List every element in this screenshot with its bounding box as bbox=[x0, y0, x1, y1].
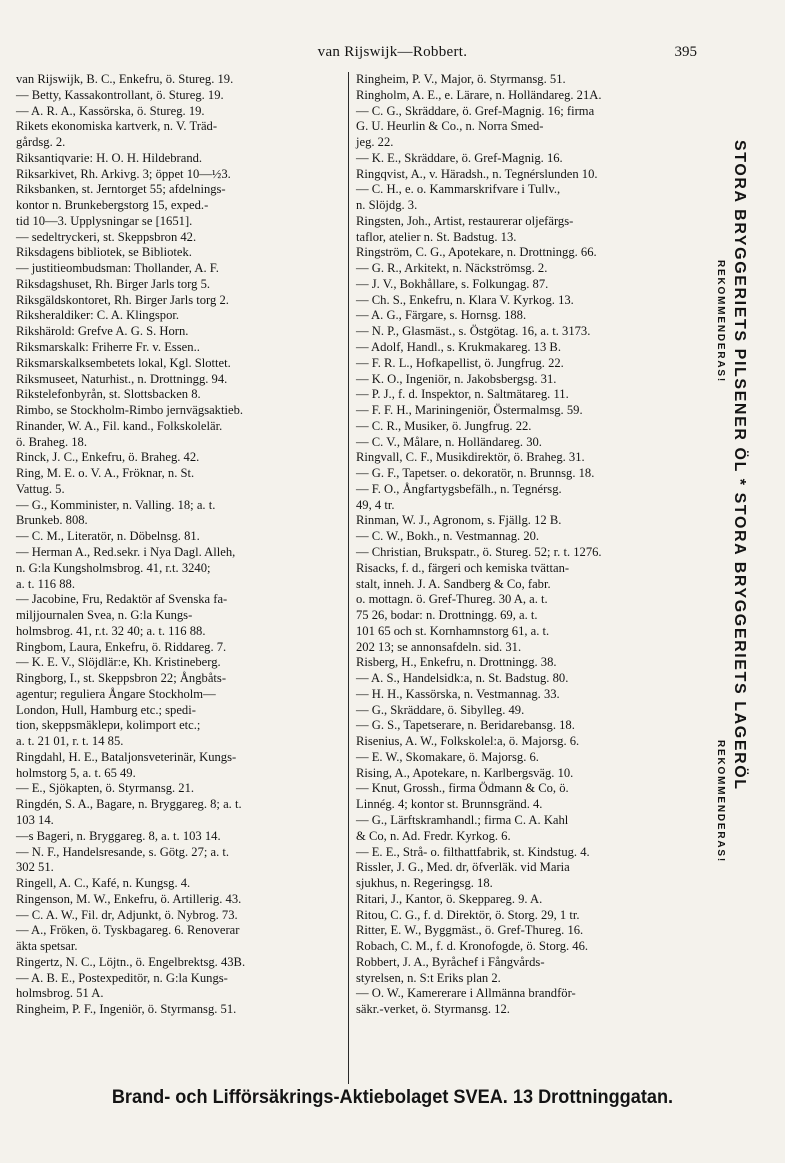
directory-entry-line: kontor n. Brunkebergstorg 15, exped.- bbox=[16, 198, 209, 213]
directory-entry-line: Ringsten, Joh., Artist, restaurerar oljefärgs- bbox=[356, 213, 574, 228]
directory-entry-line: Rinck, J. C., Enkefru, ö. Braheg. 42. bbox=[16, 450, 200, 465]
directory-entry-line: Rikshärold: Grefve A. G. S. Horn. bbox=[16, 324, 189, 339]
directory-entry-line: — K. E. V., Slöjdlär:e, Kh. Kristineberg. bbox=[16, 655, 221, 670]
directory-entry-line: — E., Sjökapten, ö. Styrmansg. 21. bbox=[16, 781, 195, 796]
directory-entry-line: Riksarkivet, Rh. Arkivg. 3; öppet 10—½3. bbox=[16, 166, 231, 181]
directory-entry-line: — G. R., Arkitekt, n. Näckströmsg. 2. bbox=[356, 261, 548, 276]
directory-entry-line: G. U. Heurlin & Co., n. Norra Smed- bbox=[356, 119, 544, 134]
directory-entry-line: Robbert, J. A., Byråchef i Fångvårds- bbox=[356, 954, 545, 969]
directory-entry-line: — sedeltryckeri, st. Skeppsbron 42. bbox=[16, 229, 197, 244]
directory-entry-line: 49, 4 tr. bbox=[356, 497, 395, 512]
directory-entry-line: — justitieombudsman: Thollander, A. F. bbox=[16, 261, 219, 276]
directory-entry-line: Robach, C. M., f. d. Kronofogde, ö. Storg. 46. bbox=[356, 939, 589, 954]
directory-entry-line: — G. F., Tapetser. o. dekoratör, n. Brunnsg. 18. bbox=[356, 466, 595, 481]
directory-entry-line: a. t. 116 88. bbox=[16, 576, 75, 591]
directory-entry-line: säkr.-verket, ö. Styrmansg. 12. bbox=[356, 1002, 510, 1017]
directory-entry-line: Rikets ekonomiska kartverk, n. V. Träd- bbox=[16, 119, 218, 134]
directory-entry-line: Vattug. 5. bbox=[16, 481, 65, 496]
directory-entry-line: — F. F. H., Mariningeniör, Östermalmsg. 59. bbox=[356, 403, 583, 418]
directory-entry-line: sjukhus, n. Regeringsg. 18. bbox=[356, 876, 493, 891]
directory-entry-line: Rinander, W. A., Fil. kand., Folkskolelär. bbox=[16, 418, 223, 433]
directory-entry-line: Brunkeb. 808. bbox=[16, 513, 88, 528]
directory-entry-line: Rimbo, se Stockholm-Rimbo jernvägsaktieb. bbox=[16, 403, 244, 418]
directory-entry-line: 103 14. bbox=[16, 812, 54, 827]
directory-entry-line: Ringdén, S. A., Bagare, n. Bryggareg. 8; a. t. bbox=[16, 797, 242, 812]
directory-entry-line: — A. S., Handelsidk:a, n. St. Badstug. 80. bbox=[356, 671, 569, 686]
directory-entry-line: — G., Komminister, n. Valling. 18; a. t. bbox=[16, 497, 216, 512]
directory-entry-line: Ringvall, C. F., Musikdirektör, ö. Braheg. 31. bbox=[356, 450, 585, 465]
directory-entry-line: ö. Braheg. 18. bbox=[16, 434, 87, 449]
directory-entry-line: Ring, M. E. o. V. A., Fröknar, n. St. bbox=[16, 466, 195, 481]
directory-entry-line: holmsbrog. 41, r.t. 32 40; a. t. 116 88. bbox=[16, 623, 206, 638]
directory-entry-line: — O. W., Kamererare i Allmänna brandför- bbox=[356, 986, 576, 1001]
directory-entry-line: Ringheim, P. V., Major, ö. Styrmansg. 51. bbox=[356, 72, 566, 86]
directory-entry-line: Rissler, J. G., Med. dr, öfverläk. vid Maria bbox=[356, 860, 570, 875]
directory-entry-line: Ringdahl, H. E., Bataljonsveterinär, Kungs- bbox=[16, 749, 237, 764]
directory-entry-line: Ritari, J., Kantor, ö. Skeppareg. 9. A. bbox=[356, 891, 543, 906]
directory-entry-line: Riksdagens bibliotek, se Bibliotek. bbox=[16, 245, 192, 260]
directory-entry-line: styrelsen, n. S:t Eriks plan 2. bbox=[356, 970, 501, 985]
directory-entry-line: Linnég. 4; kontor st. Brunnsgränd. 4. bbox=[356, 797, 543, 812]
directory-entry-line: — G. S., Tapetserare, n. Beridarebansg. 18. bbox=[356, 718, 575, 733]
directory-entry-line: — Betty, Kassakontrollant, ö. Stureg. 19. bbox=[16, 87, 224, 102]
directory-entry-line: & Co, n. Ad. Fredr. Kyrkog. 6. bbox=[356, 828, 511, 843]
directory-entry-line: Riksantiqvarie: H. O. H. Hildebrand. bbox=[16, 150, 203, 165]
directory-entry-line: Ringholm, A. E., e. Lärare, n. Holländareg. 21A. bbox=[356, 87, 602, 102]
directory-entry-line: taflor, atelier n. St. Badstug. 13. bbox=[356, 229, 517, 244]
directory-entry-line: Riksbanken, st. Jerntorget 55; afdelnings- bbox=[16, 182, 226, 197]
directory-entry-line: — A. G., Färgare, s. Hornsg. 188. bbox=[356, 308, 527, 323]
directory-entry-line: tid 10—3. Upplysningar se [1651]. bbox=[16, 213, 193, 228]
directory-entry-line: — C. R., Musiker, ö. Jungfrug. 22. bbox=[356, 418, 532, 433]
right-column bbox=[356, 72, 696, 1018]
directory-entry-line: Riksgäldskontoret, Rh. Birger Jarls torg 2. bbox=[16, 292, 229, 307]
advertisement-main-text: STORA BRYGGERIETS PILSENER ÖL * STORA BRYGGERIETS LAGERÖL bbox=[731, 140, 748, 791]
directory-entry-line: 302 51. bbox=[16, 860, 54, 875]
directory-entry-line: — F. O., Ångfartygsbefälh., n. Tegnérsg. bbox=[356, 481, 562, 496]
directory-entry-line: gårdsg. 2. bbox=[16, 135, 66, 150]
directory-entry-line: Ringell, A. C., Kafé, n. Kungsg. 4. bbox=[16, 876, 191, 891]
directory-entry-line: holmstorg 5, a. t. 65 49. bbox=[16, 765, 136, 780]
directory-entry-line: — Christian, Brukspatr., ö. Stureg. 52; r. t. 1276. bbox=[356, 544, 602, 559]
directory-entry-line: Risberg, H., Enkefru, n. Drottningg. 38. bbox=[356, 655, 557, 670]
directory-entry-line: tion, skeppsmäklери, kolimport etc.; bbox=[16, 718, 201, 733]
directory-entry-line: Riksdagshuset, Rh. Birger Jarls torg 5. bbox=[16, 276, 211, 291]
directory-entry-line: Riksmuseet, Naturhist., n. Drottningg. 94. bbox=[16, 371, 228, 386]
directory-entry-line: — G., Skräddare, ö. Sibylleg. 49. bbox=[356, 702, 525, 717]
directory-entry-line: — Knut, Grossh., firma Ödmann & Co, ö. bbox=[356, 781, 569, 796]
directory-entry-line: a. t. 21 01, r. t. 14 85. bbox=[16, 734, 124, 749]
directory-entry-line: Ringenson, M. W., Enkefru, ö. Artillerig. 43. bbox=[16, 891, 242, 906]
directory-entry-line: n. G:la Kungsholmsbrog. 41, r.t. 3240; bbox=[16, 560, 211, 575]
directory-entry-line: — A., Fröken, ö. Tyskbagareg. 6. Renoverar bbox=[16, 923, 240, 938]
page-number: 395 bbox=[674, 44, 697, 60]
directory-entry-line: Ritter, E. W., Byggmäst., ö. Gref-Thureg. 16. bbox=[356, 923, 584, 938]
footer-banner: Brand- och Lifförsäkrings-Aktiebolaget SVEA. 13 Drottninggatan. bbox=[111, 1086, 674, 1108]
directory-entry-line: — A. R. A., Kassörska, ö. Stureg. 19. bbox=[16, 103, 205, 118]
directory-entry-line: — C. H., e. o. Kammarskrifvare i Tullv., bbox=[356, 182, 561, 197]
left-column bbox=[16, 72, 344, 1018]
directory-entry-line: — C. G., Skräddare, ö. Gref-Magnig. 16; firma bbox=[356, 103, 595, 118]
directory-entry-line: — K. O., Ingeniör, n. Jakobsbergsg. 31. bbox=[356, 371, 557, 386]
directory-entry-line: — N. P., Glasmäst., s. Östgötag. 16, a. t. 3173. bbox=[356, 324, 591, 339]
page-header bbox=[0, 44, 785, 66]
directory-entry-line: Rinman, W. J., Agronom, s. Fjällg. 12 B. bbox=[356, 513, 562, 528]
directory-entry-line: Rikstelefonbyrån, st. Slottsbacken 8. bbox=[16, 387, 201, 402]
directory-entry-line: Ringborg, I., st. Skeppsbron 22; Ångbåts- bbox=[16, 671, 227, 686]
side-advertisement bbox=[696, 140, 784, 1080]
directory-entry-line: van Rijswijk, B. C., Enkefru, ö. Stureg. 19. bbox=[16, 72, 234, 86]
directory-entry-line: Riksmarskalksembetets lokal, Kgl. Slottet. bbox=[16, 355, 231, 370]
directory-entry-line: — H. H., Kassörska, n. Vestmannag. 33. bbox=[356, 686, 560, 701]
directory-entry-line: — C. W., Bokh., n. Vestmannag. 20. bbox=[356, 529, 540, 544]
directory-entry-line: — Adolf, Handl., s. Krukmakareg. 13 B. bbox=[356, 340, 561, 355]
directory-entry-line: Ringertz, N. C., Löjtn., ö. Engelbrektsg. 43B. bbox=[16, 954, 246, 969]
directory-entry-line: Riksheraldiker: C. A. Klingspor. bbox=[16, 308, 180, 323]
directory-entry-line: Rising, A., Apotekare, n. Karlbergsväg. 10. bbox=[356, 765, 574, 780]
directory-entry-line: London, Hull, Hamburg etc.; spedi- bbox=[16, 702, 196, 717]
directory-entry-line: — E. W., Skomakare, ö. Majorsg. 6. bbox=[356, 749, 539, 764]
advertisement-sub-text-2: REKOMMENDERAS! bbox=[715, 740, 726, 863]
directory-entry-line: — E. E., Strå- o. filthattfabrik, st. Kindstug. 4. bbox=[356, 844, 590, 859]
directory-entry-line: o. mottagn. ö. Gref-Thureg. 30 A, a. t. bbox=[356, 592, 548, 607]
directory-entry-line: äkta spetsar. bbox=[16, 939, 78, 954]
directory-entry-line: Riksmarskalk: Friherre Fr. v. Essen.. bbox=[16, 340, 200, 355]
directory-entry-line: 75 26, bodar: n. Drottningg. 69, a. t. bbox=[356, 608, 538, 623]
directory-entry-line: — C. V., Målare, n. Holländareg. 30. bbox=[356, 434, 542, 449]
directory-entry-line: — Herman A., Red.sekr. i Nya Dagl. Alleh, bbox=[16, 544, 236, 559]
column-divider bbox=[348, 72, 349, 1084]
directory-entry-line: — Jacobine, Fru, Redaktör af Svenska fa- bbox=[16, 592, 228, 607]
directory-entry-line: — C. A. W., Fil. dr, Adjunkt, ö. Nybrog. 73. bbox=[16, 907, 238, 922]
directory-entry-line: Ringbom, Laura, Enkefru, ö. Riddareg. 7. bbox=[16, 639, 227, 654]
directory-entry-line: — F. R. L., Hofkapellist, ö. Jungfrug. 22. bbox=[356, 355, 564, 370]
directory-entry-line: — A. B. E., Postexpeditör, n. G:la Kungs- bbox=[16, 970, 228, 985]
directory-entry-line: — Ch. S., Enkefru, n. Klara V. Kyrkog. 13. bbox=[356, 292, 574, 307]
directory-entry-line: Risenius, A. W., Folkskolel:a, ö. Majorsg. 6. bbox=[356, 734, 580, 749]
directory-entry-line: — C. M., Literatör, n. Döbelnsg. 81. bbox=[16, 529, 200, 544]
directory-entry-line: jeg. 22. bbox=[356, 135, 394, 150]
directory-entry-line: n. Slöjdg. 3. bbox=[356, 198, 418, 213]
page-title: van Rijswijk—Robbert. bbox=[317, 44, 468, 60]
directory-entry-line: Ringheim, P. F., Ingeniör, ö. Styrmansg. 51. bbox=[16, 1002, 237, 1017]
directory-entry-line: Ringqvist, A., v. Häradsh., n. Tegnérslunden 10. bbox=[356, 166, 598, 181]
directory-entry-line: — K. E., Skräddare, ö. Gref-Magnig. 16. bbox=[356, 150, 563, 165]
directory-entry-line: — J. V., Bokhållare, s. Folkungag. 87. bbox=[356, 276, 549, 291]
directory-entry-line: stalt, inneh. J. A. Sandberg & Co, fabr. bbox=[356, 576, 551, 591]
directory-entry-line: 101 65 och st. Kornhamnstorg 61, a. t. bbox=[356, 623, 550, 638]
directory-entry-line: Risacks, f. d., färgeri och kemiska tvättan- bbox=[356, 560, 570, 575]
directory-entry-line: 202 13; se annonsafdeln. sid. 31. bbox=[356, 639, 522, 654]
directory-entry-line: miljjournalen Svea, n. G:la Kungs- bbox=[16, 608, 193, 623]
directory-entry-line: Ritou, C. G., f. d. Direktör, ö. Storg. 29, 1 tr. bbox=[356, 907, 580, 922]
directory-entry-line: — G., Lärftskramhandl.; firma C. A. Kahl bbox=[356, 812, 569, 827]
directory-entry-line: Ringström, C. G., Apotekare, n. Drottningg. 66. bbox=[356, 245, 597, 260]
directory-entry-line: — N. F., Handelsresande, s. Götg. 27; a. t. bbox=[16, 844, 230, 859]
advertisement-sub-text-1: REKOMMENDERAS! bbox=[715, 260, 726, 383]
directory-entry-line: agentur; reguliera Ångare Stockholm— bbox=[16, 686, 216, 701]
directory-entry-line: —s Bageri, n. Bryggareg. 8, a. t. 103 14. bbox=[16, 828, 221, 843]
directory-entry-line: — P. J., f. d. Inspektor, n. Saltmätareg. 11. bbox=[356, 387, 569, 402]
directory-entry-line: holmsbrog. 51 A. bbox=[16, 986, 104, 1001]
